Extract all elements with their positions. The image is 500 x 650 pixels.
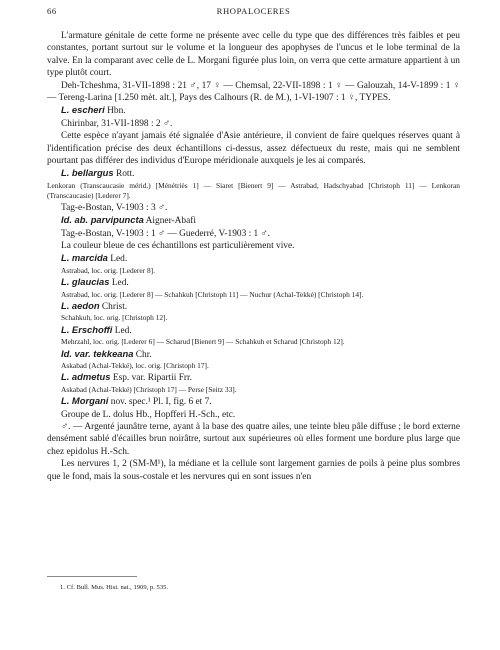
species-heading (47, 104, 460, 117)
species-heading (47, 348, 460, 361)
species-name: L. aedon (61, 299, 100, 311)
paragraph-description: ♂. — Argenté jaunâtre terne, ayant à la base des quatre ailes, une teinte bleu pâle diffuse ; le bord externe densément sablé d'écailles brun noirâtre, surtout aux supérieures où elles forment une bordure plus large que chez epidolus H.-Sch. (47, 422, 460, 457)
footnote-rule (47, 576, 137, 577)
main-text (47, 30, 460, 483)
paragraph-references: Mehrzahl, loc. orig. [Lederer 6] — Scharud [Bienert 9] — Schahkuh et Scharud [Christoph 12]. (61, 337, 345, 347)
species-name: L. marcida (61, 252, 108, 264)
paragraph-group: Groupe de L. dolus Hb., Hopfferi H.-Sch., etc. (61, 409, 236, 420)
paragraph-references: Askabad (Achal-Tekké) [Christoph 17] — Perse [Seitz 33]. (61, 384, 237, 394)
species-heading (47, 214, 460, 227)
paragraph-references: Lenkoran (Transcaucasie mérid.) [Ménétriès 1] — Siaret [Bienert 9] — Astrabad, Hadschyabad [Christoph 11] — Lenkoran (Transcaucasie) [Lederer 7]. (47, 180, 460, 201)
paragraph-references: Astrabad, loc. orig. [Lederer 8] — Schahkuh [Christoph 11] — Nuchur (Achal-Tekké) [Christoph 14]. (61, 289, 364, 299)
species-heading (47, 167, 460, 180)
species-name: L. escheri (61, 104, 105, 116)
paragraph-locality: Tag-e-Bostan, V-1903 : 3 ♂. (61, 202, 168, 213)
footnote: 1. Cf. Bull. Mus. Hist. nat., 1909, p. 535. (60, 584, 169, 591)
species-heading (47, 300, 460, 313)
paragraph-remark: Cette espèce n'ayant jamais été signalée d'Asie antérieure, il convient de faire quelques réserves quant à l'identification précise des deux échantillons ci-dessus, assez défectueux du reste, mais qui ne semblent pourtant pas différer des individus d'Europe méridionale auxquels je les ai comparés. (47, 131, 460, 167)
species-name: L. bellargus (61, 167, 114, 179)
page-number: 66 (47, 6, 57, 16)
species-heading (47, 324, 460, 337)
species-name: L. Morgani (61, 395, 109, 407)
species-author: nov. spec.¹ Pl. I, fig. 6 et 7. (110, 397, 212, 408)
paragraph-references: Schahkuh, loc. orig. [Christoph 12]. (61, 313, 168, 323)
species-heading (47, 252, 460, 265)
paragraph-references: Askabad (Achal-Tekké), loc. orig. [Christoph 17]. (61, 360, 209, 370)
species-name: Id. var. tekkeana (61, 347, 134, 359)
species-author: Christ. (101, 301, 128, 312)
paragraph-locality: Tag-e-Bostan, V-1903 : 1 ♂ — Guederré, V-1903 : 1 ♂. (61, 228, 270, 239)
species-name: L. glaucias (61, 276, 110, 288)
species-author: Led. (111, 278, 129, 289)
species-author: Led. (114, 325, 132, 336)
paragraph-remark: La couleur bleue de ces échantillons est particulièrement vive. (61, 240, 295, 251)
paragraph-description: Les nervures 1, 2 (SM-M¹), la médiane et la cellule sont largement garnies de poils à peine plus sombres que le fond, mais la sous-costale et les nervures qui en sont issues n'en (47, 459, 460, 482)
species-author: Led. (110, 254, 128, 265)
paragraph-locality: Chirinbar, 31-VII-1898 : 2 ♂. (61, 118, 173, 129)
paragraph-localities-types: Deh-Tcheshma, 31-VII-1898 : 21 ♂, 17 ♀ — Chemsal, 22-VII-1898 : 1 ♀ — Galouzah, 14-V-1899 : 1 ♀ — Tereng-Larina [1.250 mèt. alt.], Pays des Calhours (R. de M.), 1-VI-1907 : 1 ♀, TYPES. (47, 80, 460, 104)
page-header (47, 6, 460, 20)
species-name: Id. ab. parvipuncta (61, 214, 144, 226)
running-title: RHOPALOCERES (216, 6, 291, 16)
species-author: Esp. var. Ripartii Frr. (112, 373, 193, 384)
species-heading (47, 371, 460, 384)
species-heading (47, 395, 460, 408)
species-author: Hbn. (107, 106, 126, 117)
species-author: Aigner-Abafi (145, 216, 196, 227)
species-name: L. admetus (61, 371, 111, 383)
species-name: L. Erschoffi (61, 323, 113, 335)
paragraph-references: Astrabad, loc. orig. [Lederer 8]. (61, 265, 155, 275)
species-author: Chr. (135, 349, 152, 360)
species-author: Rott. (115, 169, 135, 180)
paragraph-armature: L'armature génitale de cette forme ne présente avec celle du type que des différences très faibles et peu constantes, portant surtout sur le volume et la longueur des apophyses de l'uncus et le lobe terminal de la valve. En la comparant avec celle de L. Morgani figurée plus loin, on verra que cette armature appartient à un type plutôt court. (47, 31, 460, 79)
species-heading (47, 276, 460, 289)
